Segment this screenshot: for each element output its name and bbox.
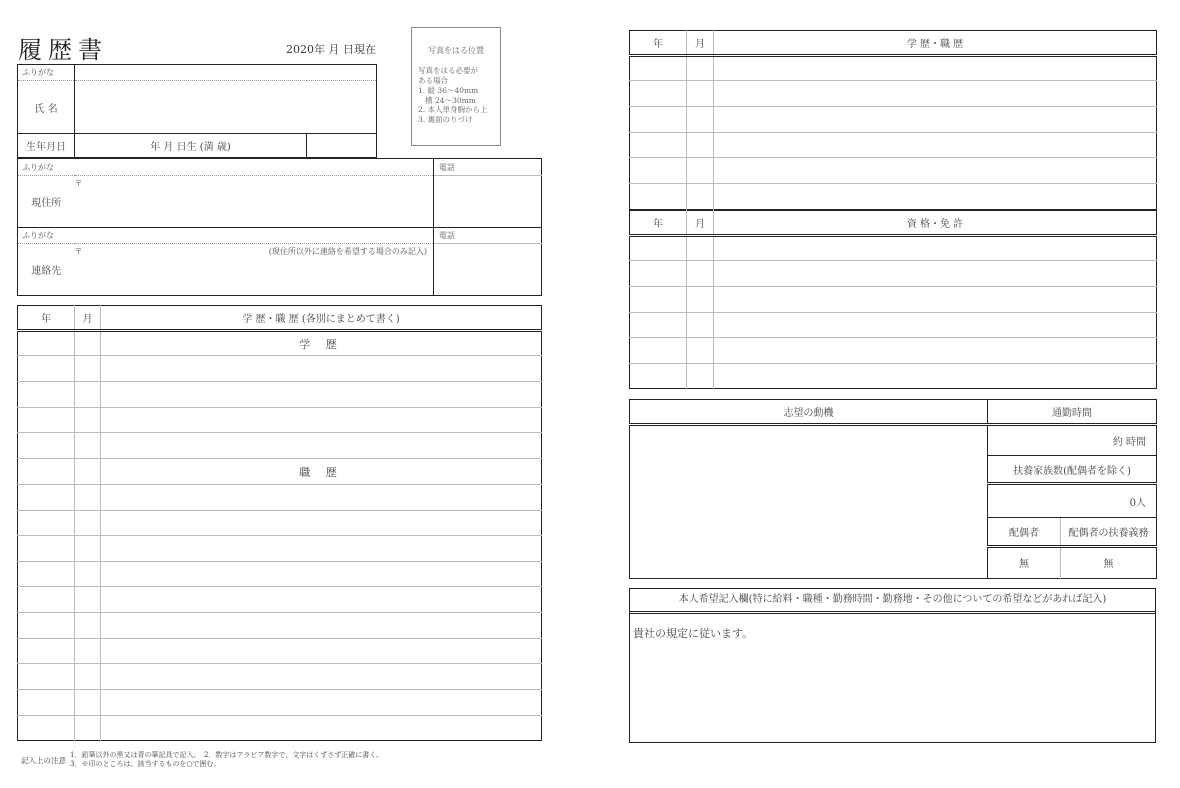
table-row bbox=[18, 613, 542, 639]
table-row bbox=[18, 408, 542, 433]
address-table bbox=[17, 158, 542, 296]
month-cell[interactable] bbox=[75, 587, 101, 613]
content-cell[interactable] bbox=[101, 433, 542, 459]
birth-value[interactable]: 年 月 日生 (満 歳) bbox=[75, 134, 307, 158]
wishes-title: 本人希望記入欄(特に給料・職種・勤務時間・勤務地・その他についての希望などがあれば記入) bbox=[630, 589, 1155, 614]
dependents-label: 扶養家族数(配偶者を除く) bbox=[988, 456, 1157, 484]
date-now: 2020年 月 日現在 bbox=[286, 43, 376, 56]
photo-box bbox=[411, 27, 501, 146]
content-cell[interactable] bbox=[101, 716, 542, 741]
content-cell[interactable] bbox=[714, 158, 1157, 184]
content-cell[interactable] bbox=[101, 613, 542, 639]
year-cell[interactable] bbox=[18, 459, 75, 485]
col-year: 年 bbox=[630, 31, 687, 56]
month-cell[interactable] bbox=[75, 613, 101, 639]
table-row bbox=[630, 56, 1157, 81]
month-cell[interactable] bbox=[687, 261, 714, 287]
contact-phone-label: 電話 bbox=[434, 228, 542, 244]
table-row bbox=[18, 356, 542, 382]
spouse-value[interactable]: 無 bbox=[988, 546, 1061, 578]
motivation-field[interactable] bbox=[630, 425, 988, 579]
dependents-value[interactable]: 0人 bbox=[988, 484, 1157, 517]
year-cell[interactable] bbox=[630, 158, 687, 184]
col-year: 年 bbox=[18, 306, 75, 331]
contact-address-field[interactable] bbox=[75, 244, 434, 296]
phone-field[interactable] bbox=[434, 176, 542, 228]
col-year: 年 bbox=[630, 211, 687, 236]
content-cell[interactable] bbox=[714, 236, 1157, 261]
content-cell[interactable] bbox=[101, 587, 542, 613]
content-cell[interactable] bbox=[101, 536, 542, 562]
current-address-field[interactable] bbox=[75, 176, 434, 228]
content-cell[interactable] bbox=[714, 261, 1157, 287]
month-cell[interactable] bbox=[687, 133, 714, 158]
year-cell[interactable] bbox=[630, 184, 687, 210]
year-cell[interactable] bbox=[18, 356, 75, 382]
year-cell[interactable] bbox=[630, 81, 687, 107]
table-row bbox=[630, 81, 1157, 107]
content-cell[interactable] bbox=[714, 81, 1157, 107]
gender-field[interactable] bbox=[307, 134, 377, 158]
commute-label: 通勤時間 bbox=[988, 400, 1157, 425]
table-row bbox=[18, 587, 542, 613]
year-cell[interactable] bbox=[630, 107, 687, 133]
address-furigana-label: ふりがな bbox=[18, 159, 75, 176]
year-cell[interactable] bbox=[630, 133, 687, 158]
table-row bbox=[18, 331, 542, 356]
col-month: 月 bbox=[687, 31, 714, 56]
current-address-label: 現住所 bbox=[18, 176, 75, 228]
phone-label: 電話 bbox=[434, 159, 542, 176]
contact-phone-field[interactable] bbox=[434, 244, 542, 296]
year-cell[interactable] bbox=[18, 408, 75, 433]
table-row bbox=[18, 690, 542, 716]
history-left-table bbox=[17, 305, 542, 741]
year-cell[interactable] bbox=[18, 331, 75, 356]
licenses-table bbox=[629, 210, 1157, 389]
year-cell[interactable] bbox=[18, 382, 75, 408]
year-cell[interactable] bbox=[18, 562, 75, 587]
content-cell[interactable] bbox=[714, 313, 1157, 338]
month-cell[interactable] bbox=[75, 433, 101, 459]
table-row bbox=[630, 133, 1157, 158]
contact-postal-mark: 〒 bbox=[74, 247, 83, 256]
name-field[interactable] bbox=[75, 81, 377, 134]
col-content: 学 歴・職 歴 (各別にまとめて書く) bbox=[101, 306, 542, 331]
notes-label: 記入上の注意 bbox=[21, 756, 66, 765]
spouse-support-value[interactable]: 無 bbox=[1103, 559, 1114, 571]
table-row bbox=[18, 639, 542, 664]
month-cell[interactable] bbox=[75, 356, 101, 382]
commute-value[interactable]: 約 時間 bbox=[988, 425, 1157, 456]
year-cell[interactable] bbox=[630, 313, 687, 338]
content-cell[interactable] bbox=[101, 562, 542, 587]
contact-furigana-field[interactable] bbox=[75, 228, 434, 244]
month-cell[interactable] bbox=[75, 408, 101, 433]
content-cell[interactable] bbox=[101, 485, 542, 511]
table-row bbox=[630, 184, 1157, 210]
year-cell[interactable] bbox=[630, 338, 687, 364]
table-row bbox=[18, 382, 542, 408]
page-title: 履歴書 bbox=[18, 36, 108, 64]
spouse-support-label: 配偶者の扶養義務 bbox=[1061, 517, 1157, 546]
wishes-box bbox=[629, 588, 1156, 743]
content-cell[interactable] bbox=[714, 184, 1157, 210]
month-cell[interactable] bbox=[75, 459, 101, 485]
section-work: 職 歴 bbox=[101, 459, 542, 485]
furigana-field[interactable] bbox=[75, 65, 377, 81]
year-cell[interactable] bbox=[18, 536, 75, 562]
col-content: 資 格・免 許 bbox=[714, 211, 1157, 236]
table-row bbox=[18, 459, 542, 485]
personal-info-table bbox=[17, 64, 377, 158]
photo-line: ある場合 bbox=[418, 76, 448, 86]
table-row bbox=[630, 158, 1157, 184]
history-right-table bbox=[629, 30, 1157, 210]
contact-furigana-label: ふりがな bbox=[18, 228, 75, 244]
year-cell[interactable] bbox=[18, 485, 75, 511]
contact-label: 連絡先 bbox=[31, 266, 62, 277]
content-cell[interactable] bbox=[714, 133, 1157, 158]
month-cell[interactable] bbox=[75, 716, 101, 741]
address-furigana-field[interactable] bbox=[75, 159, 434, 176]
year-cell[interactable] bbox=[18, 664, 75, 690]
month-cell[interactable] bbox=[687, 313, 714, 338]
year-cell[interactable] bbox=[630, 261, 687, 287]
photo-line: 写真をはる必要が bbox=[418, 66, 478, 76]
furigana-label: ふりがな bbox=[18, 65, 75, 81]
month-cell[interactable] bbox=[75, 511, 101, 536]
month-cell[interactable] bbox=[687, 158, 714, 184]
notes-line: 3．※印のところは、該当するものを○で囲む。 bbox=[70, 759, 221, 768]
month-cell[interactable] bbox=[75, 382, 101, 408]
photo-title: 写真をはる位置 bbox=[428, 46, 484, 55]
month-cell[interactable] bbox=[75, 690, 101, 716]
month-cell[interactable] bbox=[687, 184, 714, 210]
content-cell[interactable] bbox=[714, 56, 1157, 81]
table-row bbox=[18, 664, 542, 690]
table-row bbox=[630, 287, 1157, 313]
table-row bbox=[630, 313, 1157, 338]
table-row bbox=[630, 364, 1157, 389]
photo-line: 3. 裏面のりづけ bbox=[418, 115, 473, 125]
table-row bbox=[18, 485, 542, 511]
col-month: 月 bbox=[687, 211, 714, 236]
content-cell[interactable] bbox=[101, 664, 542, 690]
table-row bbox=[630, 107, 1157, 133]
content-cell[interactable] bbox=[714, 287, 1157, 313]
content-cell[interactable] bbox=[101, 408, 542, 433]
month-cell[interactable] bbox=[75, 639, 101, 664]
content-cell[interactable] bbox=[101, 639, 542, 664]
content-cell[interactable] bbox=[714, 364, 1157, 389]
year-cell[interactable] bbox=[18, 690, 75, 716]
month-cell[interactable] bbox=[75, 664, 101, 690]
photo-line: 1. 縦 36〜40mm bbox=[418, 85, 479, 95]
table-row bbox=[630, 236, 1157, 261]
content-cell[interactable] bbox=[101, 382, 542, 408]
month-cell[interactable] bbox=[687, 364, 714, 389]
col-content: 学 歴・職 歴 bbox=[714, 31, 1157, 56]
content-cell[interactable] bbox=[714, 107, 1157, 133]
notes bbox=[21, 751, 383, 769]
content-cell[interactable] bbox=[101, 690, 542, 716]
month-cell[interactable] bbox=[687, 81, 714, 107]
month-cell[interactable] bbox=[687, 236, 714, 261]
table-row bbox=[630, 261, 1157, 287]
content-cell[interactable] bbox=[101, 511, 542, 536]
motivation-table bbox=[629, 399, 1157, 579]
year-cell[interactable] bbox=[630, 236, 687, 261]
year-cell[interactable] bbox=[18, 511, 75, 536]
content-cell[interactable] bbox=[101, 356, 542, 382]
month-cell[interactable] bbox=[687, 338, 714, 364]
photo-line: 2. 本人単身胸から上 bbox=[418, 105, 488, 115]
postal-mark: 〒 bbox=[74, 179, 83, 188]
year-cell[interactable] bbox=[630, 287, 687, 313]
spouse-label: 配偶者 bbox=[988, 517, 1061, 546]
year-cell[interactable] bbox=[630, 56, 687, 81]
month-cell[interactable] bbox=[687, 107, 714, 133]
photo-line: 横 24〜30mm bbox=[418, 95, 476, 105]
wishes-content[interactable]: 貴社の規定に従います。 bbox=[633, 627, 754, 640]
table-row bbox=[18, 536, 542, 562]
month-cell[interactable] bbox=[75, 536, 101, 562]
year-cell[interactable] bbox=[18, 613, 75, 639]
year-cell[interactable] bbox=[18, 716, 75, 741]
birth-label: 生年月日 bbox=[18, 134, 75, 158]
contact-note: (現住所以外に連絡を希望する場合のみ記入) bbox=[268, 247, 427, 256]
table-row bbox=[18, 511, 542, 536]
year-cell[interactable] bbox=[630, 364, 687, 389]
name-label: 氏 名 bbox=[18, 81, 75, 134]
col-month: 月 bbox=[75, 306, 101, 331]
month-cell[interactable] bbox=[75, 562, 101, 587]
month-cell[interactable] bbox=[75, 331, 101, 356]
month-cell[interactable] bbox=[687, 287, 714, 313]
table-row bbox=[18, 433, 542, 459]
month-cell[interactable] bbox=[687, 56, 714, 81]
table-row bbox=[18, 716, 542, 741]
notes-line: 1．鉛筆以外の黒又は青の筆記具で記入。 2．数字はアラビア数字で、文字はくずさず正確に書く。 bbox=[70, 751, 384, 759]
year-cell[interactable] bbox=[18, 587, 75, 613]
year-cell[interactable] bbox=[18, 433, 75, 459]
content-cell[interactable] bbox=[714, 338, 1157, 364]
table-row bbox=[630, 338, 1157, 364]
motivation-title: 志望の動機 bbox=[630, 400, 988, 425]
table-row bbox=[18, 562, 542, 587]
month-cell[interactable] bbox=[75, 485, 101, 511]
year-cell[interactable] bbox=[18, 639, 75, 664]
section-education: 学 歴 bbox=[101, 331, 542, 356]
